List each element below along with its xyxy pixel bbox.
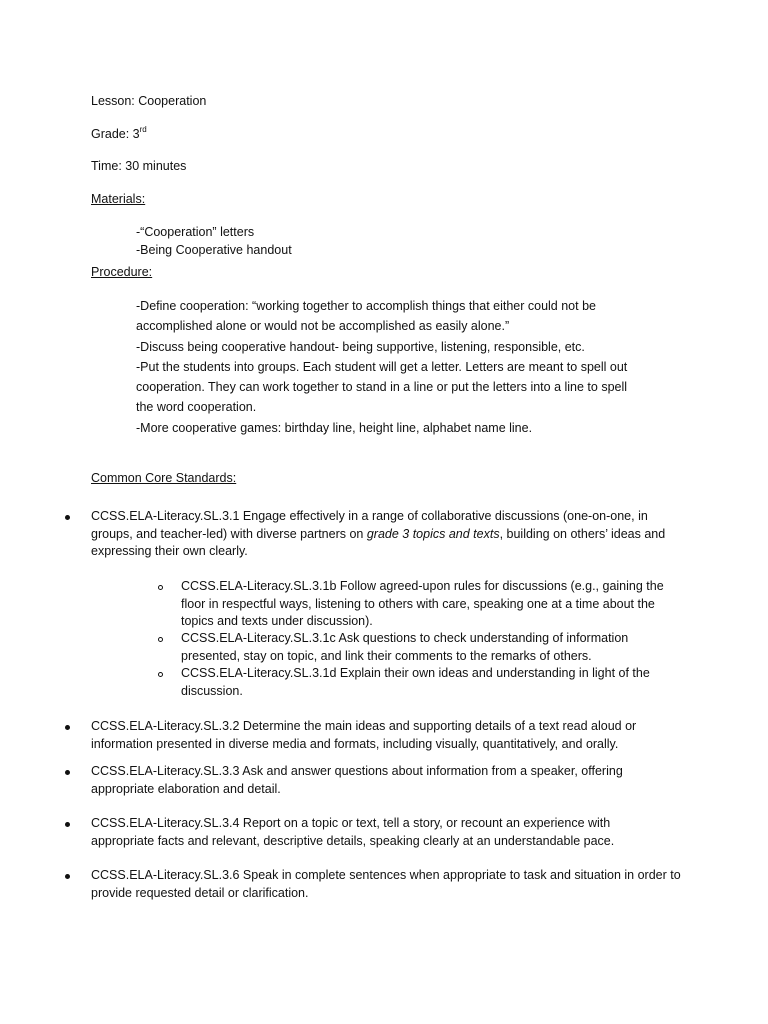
standard-sl33 <box>91 763 623 798</box>
standard-line: expressing their own clearly. <box>91 544 248 558</box>
grade-text: Grade: 3 <box>91 127 140 141</box>
sub-standard-sl31d <box>181 665 650 700</box>
standard-line: CCSS.ELA-Literacy.SL.3.1c Ask questions to check understanding of information <box>181 631 629 645</box>
materials-item: -Being Cooperative handout <box>136 242 292 257</box>
standard-sl36 <box>91 867 681 902</box>
materials-item: -“Cooperation” letters <box>136 225 255 239</box>
bullet-icon <box>65 515 70 520</box>
bullet-icon <box>65 770 70 775</box>
standards-heading: Common Core Standards: <box>91 471 237 485</box>
standard-line: topics and texts under discussion). <box>181 614 373 628</box>
lesson-title: Lesson: Cooperation <box>91 94 207 108</box>
standard-line: CCSS.ELA-Literacy.SL.3.1b Follow agreed-upon rules for discussions (e.g., gaining the <box>181 579 664 593</box>
standard-line: CCSS.ELA-Literacy.SL.3.6 Speak in complete sentences when appropriate to task and situation in order to <box>91 868 681 882</box>
standard-line: floor in respectful ways, listening to others with care, speaking one at a time about the <box>181 596 655 611</box>
time-line: Time: 30 minutes <box>91 159 187 173</box>
standard-line <box>91 526 665 544</box>
procedure-line: the word cooperation. <box>136 400 257 415</box>
materials-list <box>136 224 292 259</box>
materials-heading: Materials: <box>91 192 146 206</box>
circle-bullet-icon <box>158 672 163 677</box>
procedure-line: cooperation. They can work together to stand in a line or put the letters into a line to spell <box>136 380 628 395</box>
standard-line: CCSS.ELA-Literacy.SL.3.1d Explain their own ideas and understanding in light of the <box>181 666 650 680</box>
grade-line <box>91 126 147 144</box>
standard-line: appropriate elaboration and detail. <box>91 781 281 796</box>
standard-line: CCSS.ELA-Literacy.SL.3.4 Report on a topic or text, tell a story, or recount an experience with <box>91 816 611 830</box>
standard-line: CCSS.ELA-Literacy.SL.3.3 Ask and answer questions about information from a speaker, offering <box>91 764 623 778</box>
procedure-line: -More cooperative games: birthday line, height line, alphabet name line. <box>136 420 533 435</box>
standard-line: provide requested detail or clarification. <box>91 885 309 900</box>
bullet-icon <box>65 725 70 730</box>
bullet-icon <box>65 874 70 879</box>
procedure-line: accomplished alone or would not be accomplished as easily alone.” <box>136 319 510 334</box>
procedure-line: -Define cooperation: “working together to accomplish things that either could not be <box>136 299 596 313</box>
standard-line: CCSS.ELA-Literacy.SL.3.2 Determine the main ideas and supporting details of a text read aloud or <box>91 719 637 733</box>
bullet-icon <box>65 822 70 827</box>
standard-line: discussion. <box>181 683 243 698</box>
procedure-line: -Put the students into groups. Each student will get a letter. Letters are meant to spell out <box>136 359 628 374</box>
standard-sl31 <box>91 508 665 561</box>
standard-italic-phrase: grade 3 topics and texts <box>366 526 500 541</box>
sub-standard-sl31c <box>181 630 628 665</box>
standard-sl32 <box>91 718 636 753</box>
procedure-line: -Discuss being cooperative handout- being supportive, listening, responsible, etc. <box>136 339 585 354</box>
sub-standard-sl31b <box>181 578 664 631</box>
standard-line-part: , building on others’ ideas and <box>499 526 666 541</box>
standard-line: information presented in diverse media and formats, including visually, quantitatively, and orally. <box>91 736 619 751</box>
circle-bullet-icon <box>158 585 163 590</box>
grade-superscript: rd <box>139 125 147 134</box>
procedure-text <box>136 296 627 438</box>
standard-line: presented, stay on topic, and link their comments to the remarks of others. <box>181 648 592 663</box>
standard-line: CCSS.ELA-Literacy.SL.3.1 Engage effectively in a range of collaborative discussions (one-on-one, in <box>91 509 648 523</box>
circle-bullet-icon <box>158 637 163 642</box>
procedure-heading: Procedure: <box>91 265 153 279</box>
standard-line: appropriate facts and relevant, descriptive details, speaking clearly at an understandable pace. <box>91 833 615 848</box>
standard-sl34 <box>91 815 614 850</box>
standard-line-part: groups, and teacher-led) with diverse partners on <box>91 526 367 541</box>
